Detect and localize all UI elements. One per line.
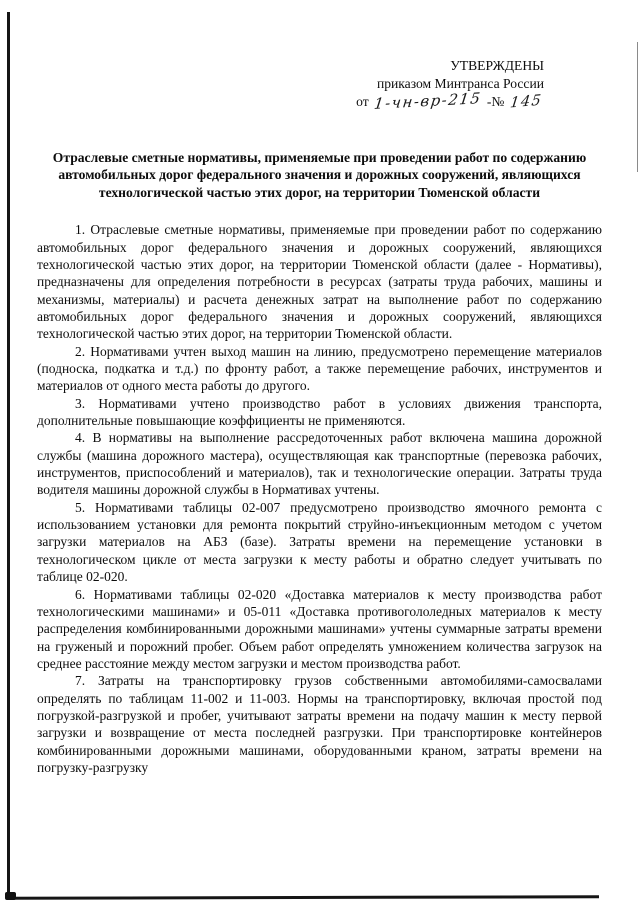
document-body: [37, 221, 602, 776]
paragraph-7: 7. Затраты на транспортировку грузов собственными автомобилями-самосвалами определять по таблицам 11-002 и 11-003. Нормы на транспортировку, включая простой под погрузкой-разгрузкой и пробег, учитывают затраты времени на подачу машин к месту первой загрузки и возвращение от места последней разгрузки. При транспортировке контейнеров комбинированными дорожными машинами, оборудованными краном, затраты времени на погрузку-разгрузку: [37, 673, 602, 775]
scan-corner-blob: [5, 892, 16, 900]
handwritten-date: 1-чн-вр-215: [373, 89, 483, 113]
approval-from-label: от: [356, 94, 369, 109]
approval-line-order: приказом Минтранса России: [376, 75, 544, 91]
approval-line-date-number: [37, 89, 544, 113]
handwritten-number: 145: [508, 92, 544, 112]
approval-line-approved: УТВЕРЖДЕНЫ: [450, 58, 544, 73]
paragraph-3: 3. Нормативами учтено производство работ в условиях движения транспорта, дополнительные повышающие коэффициенты не применяются.: [37, 395, 602, 429]
paragraph-5: 5. Нормативами таблицы 02-007 предусмотрено производство ямочного ремонта с использованием установки для ремонта покрытий струйно-инъекционным методом с учетом загрузки материалов на АБЗ (базе). Затраты времени на перемещение установки в технологическом цикле от места загрузки к месту работы и обратно следует учитывать по таблице 02-020.: [37, 499, 602, 585]
approval-block: [37, 57, 602, 112]
scan-edge-bottom: [7, 895, 599, 899]
paragraph-6: 6. Нормативами таблицы 02-020 «Доставка материалов к месту производства работ технологическими машинами» и 05-011 «Доставка противогололедных материалов к месту распределения комбинированными дорожными машинами» учтены суммарные затраты времени на груженый и порожний пробег. Объем работ определять умножением количества загрузок на среднее расстояние между местом загрузки и местом производства работ.: [37, 586, 602, 671]
scan-edge-right: [637, 42, 638, 172]
scan-edge-left: [7, 12, 10, 900]
document-title: Отраслевые сметные нормативы, применяемые при проведении работ по содержанию автомобильных дорог федерального значения и дорожных сооружений, являющихся технологической частью этих дорог, на территории Тюменской области: [52, 149, 587, 200]
approval-number-label: -№: [486, 94, 505, 109]
paragraph-2: 2. Нормативами учтен выход машин на линию, предусмотрено перемещение материалов (подноска, подкатка и т.д.) по фронту работ, а также перемещение рабочих, инструментов и материалов от одного места работы до другого.: [37, 343, 602, 394]
paragraph-4: 4. В нормативы на выполнение рассредоточенных работ включена машина дорожной службы (машина дорожного мастера), осуществляющая как транспортные (перевозка рабочих, инструментов, приспособлений и материалов), так и технологические операции. Затраты труда водителя машины дорожной службы в Нормативах учтены.: [37, 430, 602, 498]
paragraph-1: 1. Отраслевые сметные нормативы, применяемые при проведении работ по содержанию автомобильных дорог федерального значения и дорожных сооружений, являющихся технологической частью этих дорог, на территории Тюменской области (далее - Нормативы), предназначены для определения потребности в ресурсах (затраты труда рабочих, машины и механизмы, материалы) и расчета денежных затрат на выполнение работ по содержанию автомобильных дорог федерального значения и дорожных сооружений, являющихся технологической частью этих дорог, на территории Тюменской области.: [37, 222, 602, 342]
